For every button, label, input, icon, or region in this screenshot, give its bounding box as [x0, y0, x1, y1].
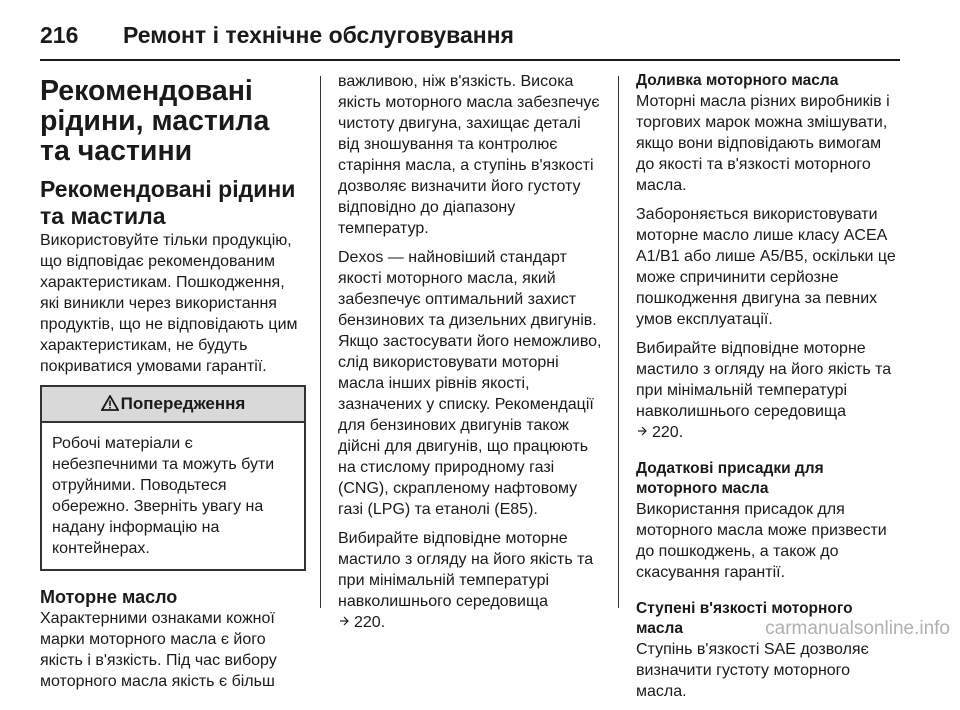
warning-title: Попередження [120, 394, 246, 413]
choose-oil-paragraph: Вибирайте відповідне моторне мастило з огляду на його якість та при мінімальній температурі навколишнього середовища 220. [636, 340, 892, 441]
viscosity-heading: Ступені в'язкості моторного масла [636, 600, 853, 637]
additives-paragraph: Використання присадок для моторного масла може призвести до пошкоджень, а також до скасування гарантії. [636, 501, 887, 581]
page-reference[interactable]: 220. [338, 614, 385, 631]
page-reference[interactable]: 220. [636, 424, 683, 441]
dexos-paragraph: Dexos — найновіший стандарт якості моторного масла, який забезпечує оптимальний захист бензинових та дизельних двигунів. Якщо застосувати його неможливо, слід використовувати моторні масла інших рівнів якості, зазначених у списку. Рекомендації для бензинових двигунів також дійсні для двигунів, що працюють на стислому природному газі (CNG), скрапленому нафтовому газі (LPG) та етанолі (E85). [338, 249, 602, 518]
column-3 [636, 71, 902, 710]
page-header [40, 22, 900, 52]
topup-heading: Доливка моторного масла [636, 72, 839, 89]
warning-text: Робочі матеріали є небезпечними та можуть бути отруйними. Поводьтеся обережно. Зверніть увагу на надану інформацію на контейнерах. [52, 435, 275, 557]
reference-arrow-icon [636, 425, 648, 437]
quality-paragraph: важливою, ніж в'язкість. Висока якість моторного масла забезпечує чистоту двигуна, захищає деталі від зношування та контролює старіння масла, а ступінь в'язкості дозволяє визначити його густоту відповідно до діапазону температур. [338, 73, 600, 237]
page-number: 216 [40, 22, 79, 48]
choose-oil-paragraph: Вибирайте відповідне моторне мастило з огляду на його якість та при мінімальній температурі навколишнього середовища 220. [338, 530, 594, 631]
intro-paragraph: Використовуйте тільки продукцію, що відповідає рекомендованим характеристикам. Пошкодження, які виникли через використання продуктів, що не відповідають цим характеристикам, не будуть покриватися умовами гарантії. [40, 232, 298, 375]
viscosity-paragraph: Ступінь в'язкості SAE дозволяє визначити густоту моторного масла. [636, 641, 869, 700]
header-rule [40, 59, 900, 61]
column-2 [338, 71, 604, 641]
topup-paragraph: Моторні масла різних виробників і торгових марок можна змішувати, якщо вони відповідають вимогам до якості та в'язкості моторного масла. [636, 93, 890, 194]
reference-arrow-icon [338, 615, 350, 627]
warning-header [42, 387, 304, 423]
prohibit-paragraph: Забороняється використовувати моторне масло лише класу ACEA A1/B1 або лише A5/B5, оскільки це може спричинити серйозне пошкодження двигуна за певних умов експлуатації. [636, 206, 896, 328]
column-divider [320, 76, 321, 608]
oil-paragraph: Характерними ознаками кожної марки моторного масла є його якість і в'язкість. Під час вибору моторного масла якість є більш [40, 610, 277, 690]
column-divider [618, 76, 619, 608]
warning-triangle-icon [101, 395, 119, 411]
oil-heading: Моторне масло [40, 587, 178, 607]
watermark: carmanualsonline.info [765, 618, 950, 639]
running-title: Ремонт і технічне обслуговування [123, 22, 514, 48]
section-heading: Рекомендовані рідини та мастила [40, 176, 296, 229]
column-1 [40, 70, 306, 700]
additives-heading: Додаткові присадки для моторного масла [636, 460, 824, 497]
warning-box [40, 385, 306, 571]
page-title: Рекомендовані рідини, мастила та частини [40, 75, 270, 167]
